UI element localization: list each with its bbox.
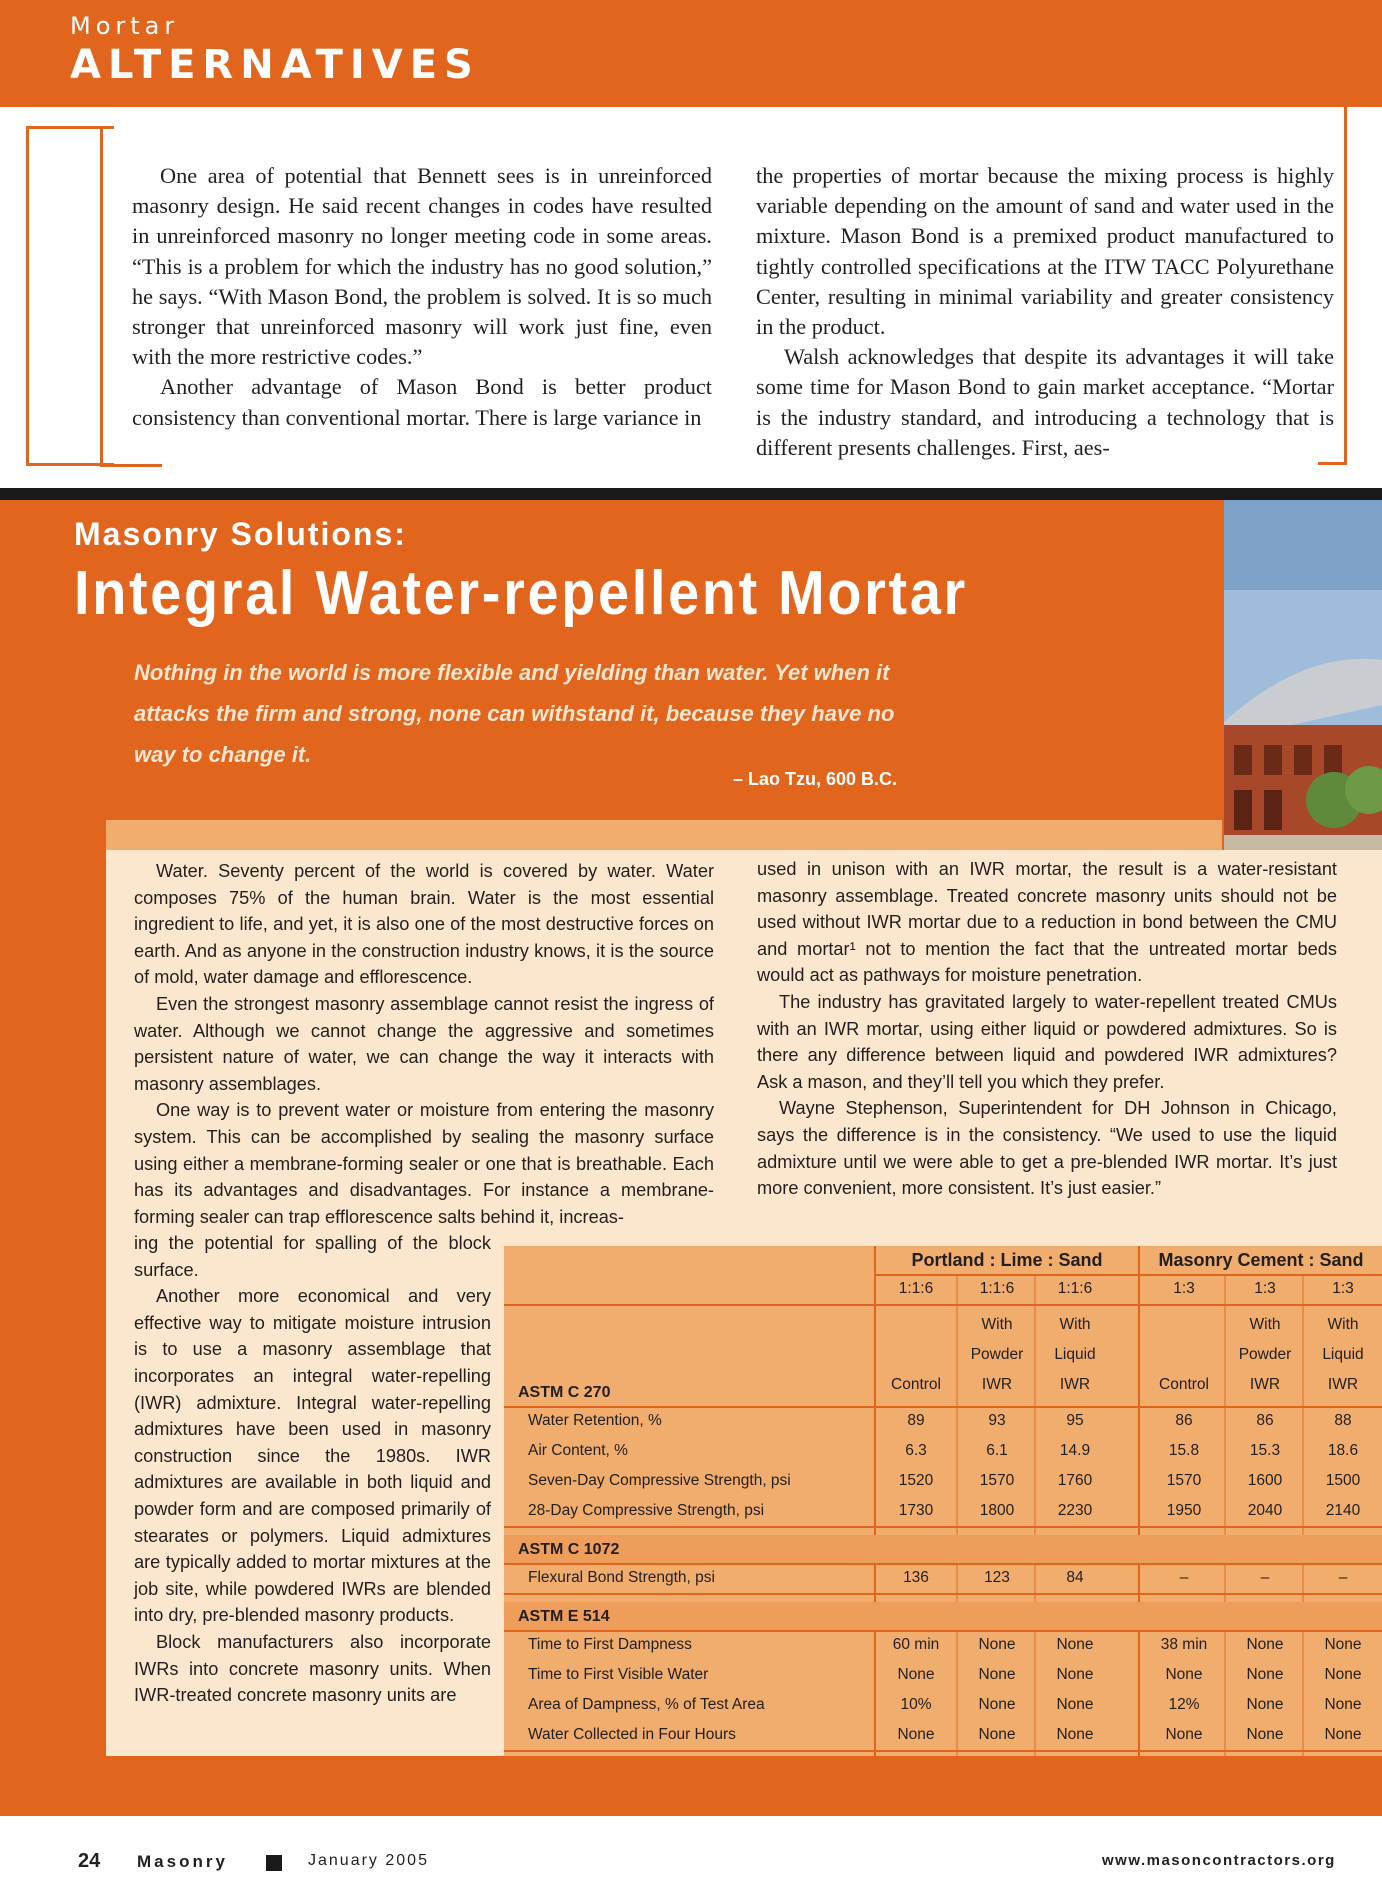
table-column-header: With xyxy=(1327,1316,1359,1333)
table-header-rule xyxy=(874,1274,1382,1276)
table-column-header: Liquid xyxy=(1322,1346,1364,1363)
table-cell: – xyxy=(1179,1569,1189,1586)
table-group-header: Portland : Lime : Sand xyxy=(911,1250,1103,1270)
paragraph: Even the strongest masonry assemblage cannot resist the ingress of water. Although we cannot change the aggressive and sometimes persistent nature of water, we can change the way it interacts with masonry assemblages. xyxy=(134,993,714,1094)
table-cell: 1950 xyxy=(1166,1502,1202,1519)
table-row-rule xyxy=(504,1563,1382,1565)
table-header-rule xyxy=(504,1304,1382,1306)
table-row-label: Air Content, % xyxy=(528,1442,628,1459)
table-cell: 86 xyxy=(1175,1412,1193,1429)
table-section-label: ASTM C 1072 xyxy=(518,1541,620,1558)
table-ratio: 1:3 xyxy=(1173,1280,1195,1297)
table-section-label: ASTM E 514 xyxy=(518,1608,610,1625)
mortar-test-table xyxy=(504,1246,1382,1756)
table-cell: 2140 xyxy=(1325,1502,1361,1519)
table-cell: None xyxy=(978,1666,1016,1683)
top-article-right-column xyxy=(756,161,1334,463)
paragraph: Walsh acknowledges that despite its advantages it will take some time for Mason Bond to gain market acceptance. “Mortar is the industry standard, and introducing a technology that is different presents challenges. First, aes- xyxy=(756,344,1334,460)
table-cell: 1730 xyxy=(898,1502,934,1519)
table-cell: 88 xyxy=(1334,1412,1352,1429)
table-cell: None xyxy=(897,1726,935,1743)
footer-url[interactable]: www.masoncontractors.org xyxy=(1102,1852,1336,1869)
table-group-header: Masonry Cement : Sand xyxy=(1158,1250,1364,1270)
table-column-header: Control xyxy=(1159,1376,1209,1393)
table-section-band xyxy=(504,1535,1382,1565)
paragraph: the properties of mortar because the mixing process is highly variable depending on the amount of sand and water used in the mixture. Mason Bond is a premixed product manufactured to tightly controlled specifications at the ITW TACC Polyurethane Center, resulting in minimal variability and greater consistency in the product. xyxy=(756,163,1334,340)
table-cell: None xyxy=(897,1666,935,1683)
table-cell: 1500 xyxy=(1325,1472,1361,1489)
paragraph: Block manufacturers also incorporate IWRs into concrete masonry units. When IWR-treated concrete masonry units are xyxy=(134,1631,491,1706)
table-cell: 10% xyxy=(900,1696,932,1713)
table-cell: None xyxy=(1246,1636,1284,1653)
table-cell: 136 xyxy=(903,1569,929,1586)
feature-left-narrow-column xyxy=(134,1230,491,1709)
table-section-rule xyxy=(504,1593,1382,1595)
building-photo-illustration xyxy=(1224,500,1382,898)
section-title: ALTERNATIVES xyxy=(70,42,480,88)
table-cell: 14.9 xyxy=(1059,1442,1091,1459)
table-cell: – xyxy=(1260,1569,1270,1586)
feature-right-column xyxy=(757,856,1337,1202)
table-cell: None xyxy=(1324,1726,1362,1743)
table-cell: 2040 xyxy=(1247,1502,1283,1519)
table-row-label: Time to First Visible Water xyxy=(528,1666,709,1683)
table-cell: None xyxy=(1056,1696,1094,1713)
table-cell: 1570 xyxy=(1166,1472,1202,1489)
table-section-rule xyxy=(504,1750,1382,1752)
table-section-band xyxy=(504,1602,1382,1632)
table-cell: None xyxy=(978,1726,1016,1743)
table-cell: None xyxy=(1324,1696,1362,1713)
table-cell: None xyxy=(1165,1726,1203,1743)
table-cell: 1520 xyxy=(898,1472,934,1489)
body-panel-strip xyxy=(106,820,1222,850)
table-ratio: 1:3 xyxy=(1254,1280,1276,1297)
paragraph: One area of potential that Bennett sees is in unreinforced masonry design. He said recent changes in codes have resulted in unreinforced masonry no longer meeting code in some areas. “This is a problem for which the industry has no good solution,” he says. “With Mason Bond, the problem is solved. It is so much stronger that unreinforced masonry will work just fine, even with the more restrictive codes.” xyxy=(132,163,712,370)
table-column-header: Powder xyxy=(970,1346,1024,1363)
table-cell: 6.3 xyxy=(905,1442,927,1459)
table-column-header: With xyxy=(1059,1316,1091,1333)
paragraph: Wayne Stephenson, Superintendent for DH Johnson in Chicago, says the difference is in the consistency. “We used to use the liquid admixture until we were able to get a pre-blended IWR mortar. It’s just more convenient, more consistent. It’s just easier.” xyxy=(757,1098,1337,1199)
table-cell: – xyxy=(1338,1569,1348,1586)
table-row-label: Time to First Dampness xyxy=(528,1636,692,1653)
table-row-rule xyxy=(504,1630,1382,1632)
issue-date: January 2005 xyxy=(308,1852,429,1869)
table-section-label: ASTM C 270 xyxy=(518,1384,611,1401)
paragraph: One way is to prevent water or moisture from entering the masonry system. This can be accomplished by sealing the masonry surface using either a membrane-forming sealer or one that is breathable. Each has its advantages and disadvantages. For instance a membrane-forming sealer can trap efflorescence salts behind it, increas- xyxy=(134,1100,714,1227)
paragraph: Another advantage of Mason Bond is better product consistency than conventional mortar. There is large variance in xyxy=(132,374,712,430)
paragraph: ing the potential for spalling of the block surface. xyxy=(134,1233,491,1280)
paragraph: Another more economical and very effective way to mitigate moisture intrusion is to use a masonry assemblage that incorporates an integral water-repelling (IWR) admixture. Integral water-repelling admixtures have been used in masonry construction since the 1980s. IWR admixtures are available in both liquid and powder form and are composed primarily of stearates or polymers. Liquid admixtures are typically added to mortar mixtures at the job site, while powdered IWRs are blended into dry, pre-blended masonry products. xyxy=(134,1286,491,1626)
table-row-rule xyxy=(504,1406,1382,1408)
decorative-bracket-foot xyxy=(100,464,162,467)
decorative-bracket-inner xyxy=(100,126,103,466)
table-cell: 15.8 xyxy=(1168,1442,1200,1459)
table-column-header: IWR xyxy=(1327,1376,1359,1393)
quote-attribution: – Lao Tzu, 600 B.C. xyxy=(733,769,898,789)
table-cell: None xyxy=(1246,1726,1284,1743)
table-ratio: 1:1:6 xyxy=(979,1280,1015,1297)
table-cell: 15.3 xyxy=(1249,1442,1281,1459)
paragraph: used in unison with an IWR mortar, the result is a water-resistant masonry assemblage. Treated concrete masonry units should not be used without IWR mortar due to a reduction in bond between the CMU and mortar¹ not to mention the fact that the untreated mortar beds would act as pathways for moisture penetration. xyxy=(757,859,1337,986)
table-cell: 38 min xyxy=(1160,1636,1208,1653)
table-row-label: Seven-Day Compressive Strength, psi xyxy=(528,1472,791,1489)
table-cell: None xyxy=(1324,1666,1362,1683)
table-row-label: 28-Day Compressive Strength, psi xyxy=(528,1502,765,1519)
table-ratio: 1:1:6 xyxy=(898,1280,934,1297)
footer-square-bullet xyxy=(266,1855,282,1871)
table-column-header: IWR xyxy=(1059,1376,1091,1393)
table-cell: None xyxy=(978,1636,1016,1653)
table-cell: None xyxy=(1324,1636,1362,1653)
table-column-header: Powder xyxy=(1238,1346,1292,1363)
table-cell: 93 xyxy=(988,1412,1006,1429)
table-ratio: 1:1:6 xyxy=(1057,1280,1093,1297)
page-number: 24 xyxy=(78,1850,101,1872)
table-cell: 89 xyxy=(907,1412,925,1429)
paragraph: Water. Seventy percent of the world is covered by water. Water composes 75% of the human brain. Water is the most essential ingredient to life, and yet, it is also one of the most destructive forces on earth. And as anyone in the construction industry knows, it is the source of mold, water damage and efflorescence. xyxy=(134,861,714,988)
divider-rule xyxy=(0,488,1382,500)
table-column-header: With xyxy=(981,1316,1013,1333)
table-column-header: IWR xyxy=(981,1376,1013,1393)
table-ratio: 1:3 xyxy=(1332,1280,1354,1297)
feature-title: Integral Water-repellent Mortar xyxy=(74,559,968,628)
table-cell: None xyxy=(1165,1666,1203,1683)
table-cell: 12% xyxy=(1168,1696,1200,1713)
table-cell: 123 xyxy=(984,1569,1010,1586)
table-cell: None xyxy=(1056,1636,1094,1653)
table-row-label: Area of Dampness, % of Test Area xyxy=(528,1696,765,1713)
section-kicker: Mortar xyxy=(70,12,180,40)
table-cell: None xyxy=(1246,1666,1284,1683)
table-row-label: Water Retention, % xyxy=(528,1412,662,1429)
table-cell: 86 xyxy=(1256,1412,1274,1429)
table-cell: 2230 xyxy=(1057,1502,1093,1519)
table-row-label: Flexural Bond Strength, psi xyxy=(528,1569,715,1586)
table-column-header: Control xyxy=(891,1376,941,1393)
building-photo xyxy=(1224,500,1382,898)
table-cell: None xyxy=(1056,1726,1094,1743)
table-cell: 1600 xyxy=(1247,1472,1283,1489)
magazine-name: Masonry xyxy=(137,1852,228,1871)
table-row-label: Water Collected in Four Hours xyxy=(528,1726,736,1743)
table-cell: None xyxy=(1246,1696,1284,1713)
table-column-header: With xyxy=(1249,1316,1281,1333)
top-article-left-column xyxy=(132,161,712,433)
decorative-bracket-right xyxy=(1344,107,1347,464)
table-cell: 18.6 xyxy=(1327,1442,1359,1459)
feature-kicker: Masonry Solutions: xyxy=(74,516,407,552)
section-header-band xyxy=(0,0,1382,107)
table-cell: 6.1 xyxy=(986,1442,1008,1459)
table-cell: 60 min xyxy=(892,1636,940,1653)
table-group-divider xyxy=(1138,1246,1140,1756)
table-cell: 84 xyxy=(1066,1569,1084,1586)
table-cell: 1760 xyxy=(1057,1472,1093,1489)
paragraph: The industry has gravitated largely to water-repellent treated CMUs with an IWR mortar, using either liquid or powdered admixtures. So is there any difference between liquid and powdered IWR admixtures? Ask a mason, and they’ll tell you which they prefer. xyxy=(757,991,1337,1092)
table-column-header: IWR xyxy=(1249,1376,1281,1393)
table-cell: 1800 xyxy=(979,1502,1015,1519)
table-section-rule xyxy=(504,1526,1382,1528)
table-cell: None xyxy=(978,1696,1016,1713)
feature-left-column xyxy=(134,858,714,1230)
table-column-header: Liquid xyxy=(1054,1346,1096,1363)
table-cell: None xyxy=(1056,1666,1094,1683)
table-cell: 95 xyxy=(1066,1412,1084,1429)
pull-quote: Nothing in the world is more flexible and yielding than water. Yet when it attacks the firm and strong, none can withstand it, because they have no way to change it. xyxy=(134,660,895,767)
table-cell: 1570 xyxy=(979,1472,1015,1489)
